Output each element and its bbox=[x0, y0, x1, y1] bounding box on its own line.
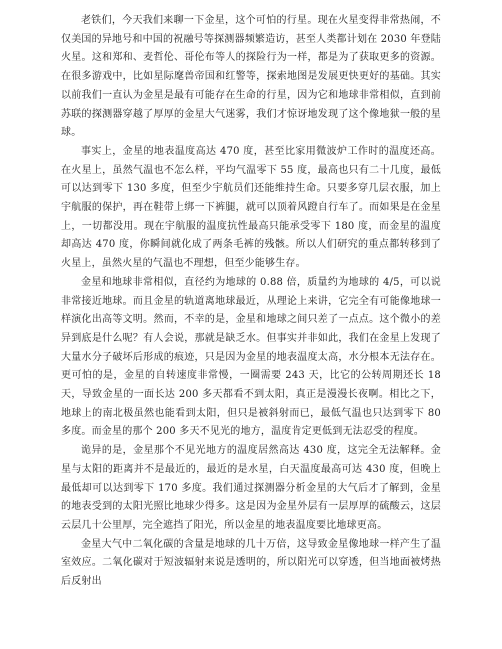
paragraph-2: 事实上，金星的地表温度高达 470 度，甚至比家用微波炉工作时的温度还高。在火星上，虽然气温也不怎么样，平均气温零下 55 度，最高也只有二十几度，最低可以达到零下 130 多度，但至少宇航员们还能维持生命。只要多穿几层衣服，加上宇航服的保护，再在鞋带上绑一下裤腿，就可以顶着风蹬自行车了。而如果是在金星上，一切都没用。现在宇航服的温度抗性最高只能承受零下 180 度，而金星的温度却高达 470 度，你瞬间就化成了两条毛裤的残骸。所以人们研究的重点都转移到了火星上，虽然火星的气温也不理想，但至少能够生存。 bbox=[61, 145, 441, 270]
paragraph-1: 老铁们，今天我们来聊一下金星，这个可怕的行星。现在火星变得非常热闹，不仅美国的异地号和中国的祝融号等探测器频繁造访，甚至人类都计划在 2030 年登陆火星。这和郑和、麦哲伦、哥伦布等人的探险行为一样，都是为了获取更多的资源。在很多游戏中，比如星际麾兽帝国和红警等，探索地图是发展更快更好的基础。其实以前我们一直认为金星是最有可能存在生命的行星，因为它和地球非常相似，直到前苏联的探测器穿越了厚厚的金星大气迷雾，我们才惊讶地发现了这个像地狱一般的星球。 bbox=[61, 15, 441, 139]
paragraph-4: 诡异的是，金星那个不见光地方的温度居然高达 430 度，这完全无法解释。金星与太阳的距离并不是最近的，最近的是水星，白天温度最高可达 430 度，但晚上最低却可以达到零下 170 多度。我们通过探测器分析金星的大气后才了解到，金星的地表受到的太阳光照比地球少得多。这是因为金星外层有一层厚厚的硫酸云，这层云层几十公里厚，完全遮挡了阳光，所以金星的地表温度要比地球更高。 bbox=[61, 445, 441, 531]
paragraph-3: 金星和地球非常相似，直径约为地球的 0.88 倍，质量约为地球的 4/5，可以说非常接近地球。而且金星的轨道离地球最近，从理论上来讲，它完全有可能像地球一样演化出高等文明。然而，不幸的是，金星和地球之间只差了一点点。这个微小的差异到底是什么呢？有人会说，那就是缺乏水。但事实并非如此，我们在金星上发现了大量水分子破坏后形成的痕迹，只是因为金星的地表温度太高，水分根本无法存在。更可怕的是，金星的自转速度非常慢，一圈需要 243 天，比它的公转周期还长 18 天，导致金星的一面长达 200 多天都看不到太阳，真正是漫漫长夜啊。相比之下，地球上的南北极虽然也能看到太阳，但只是被斜射而已，最低气温也只达到零下 80 多度。而金星的那个 200 多天不见光的地方，温度肯定更低到无法忍受的程度。 bbox=[61, 276, 441, 438]
document-body bbox=[61, 12, 441, 592]
paragraph-5: 金星大气中二氧化碳的含量是地球的几十万倍，这导致金星像地球一样产生了温室效应。二氧化碳对于短波辐射来说是透明的，所以阳光可以穿透，但当地面被烤热后反射出 bbox=[61, 538, 441, 588]
